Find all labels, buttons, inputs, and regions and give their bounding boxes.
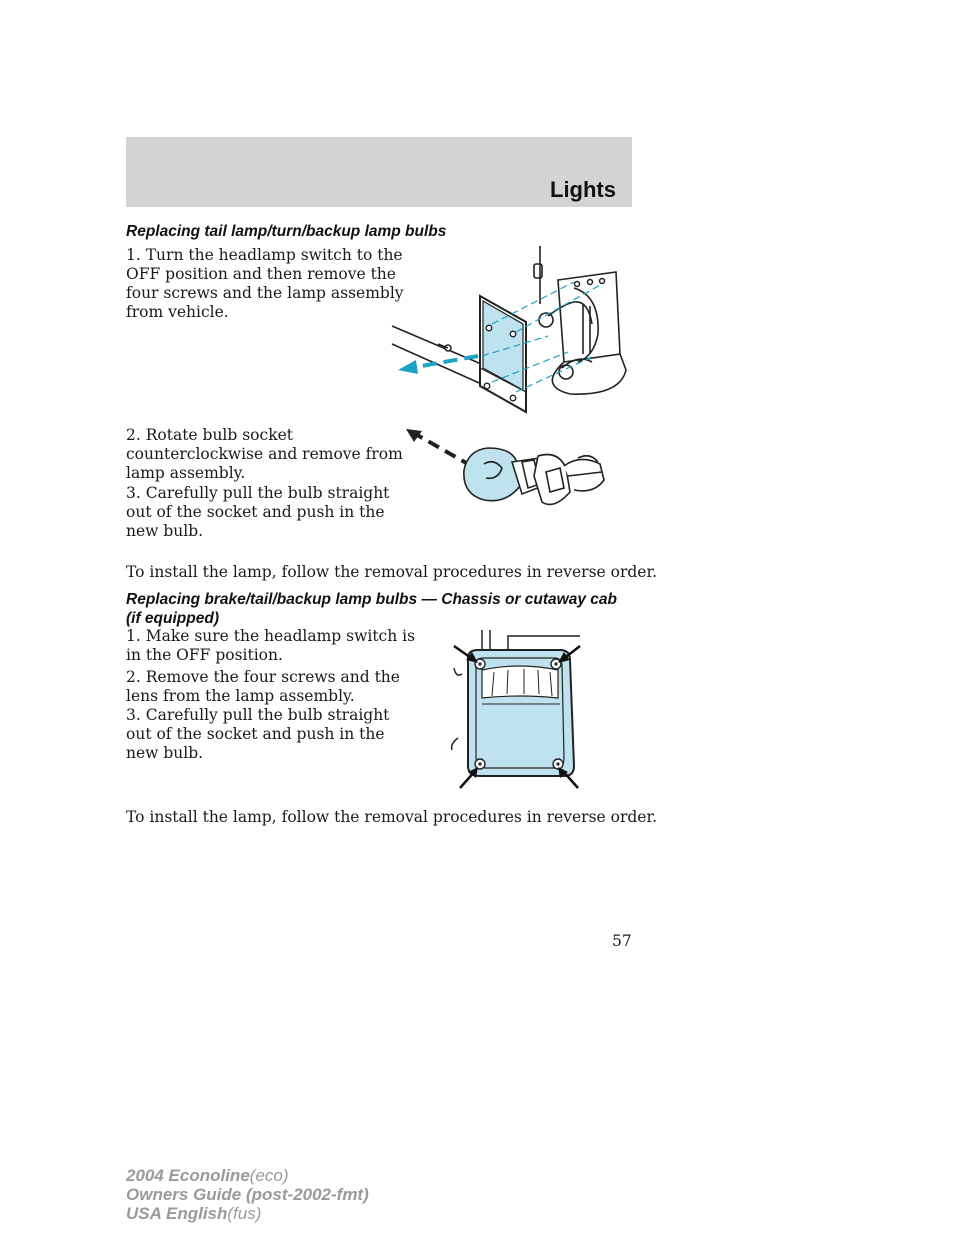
section-title: Lights xyxy=(550,177,616,202)
brake-lamp-install-note: To install the lamp, follow the removal procedures in reverse order. xyxy=(126,808,658,826)
brake-lamp-step-2: 2. Remove the four screws and the lens from the lamp assembly. xyxy=(126,668,400,705)
section-header-band xyxy=(126,137,632,207)
bulb-socket-illustration xyxy=(404,428,619,523)
brake-lamp-step-3: 3. Carefully pull the bulb straight out of the socket and push in the new bulb. xyxy=(126,706,390,762)
tail-lamp-install-note: To install the lamp, follow the removal procedures in reverse order. xyxy=(126,563,658,581)
footer-model-code: (eco) xyxy=(249,1166,289,1185)
document-footer xyxy=(126,1166,369,1223)
tail-lamp-step-3: 3. Carefully pull the bulb straight out of the socket and push in the new bulb. xyxy=(126,484,390,540)
footer-model: 2004 Econoline xyxy=(126,1166,250,1185)
page-number: 57 xyxy=(612,932,632,950)
tail-lamp-heading: Replacing tail lamp/turn/backup lamp bulbs xyxy=(126,223,447,240)
tail-lamp-assembly-illustration xyxy=(388,244,633,414)
tail-lamp-step-2: 2. Rotate bulb socket counterclockwise and remove from lamp assembly. xyxy=(126,426,403,482)
footer-guide: Owners Guide (post-2002-fmt) xyxy=(126,1185,369,1204)
footer-language-code: (fus) xyxy=(227,1204,262,1223)
brake-lamp-heading: Replacing brake/tail/backup lamp bulbs — Chassis or cutaway cab (if equipped) xyxy=(126,591,617,627)
footer-language: USA English xyxy=(126,1204,228,1223)
chassis-lamp-lens-illustration xyxy=(438,628,584,794)
tail-lamp-step-1: 1. Turn the headlamp switch to the OFF position and then remove the four screws and the lamp assembly from vehicle. xyxy=(126,246,404,321)
brake-lamp-step-1: 1. Make sure the headlamp switch is in the OFF position. xyxy=(126,627,416,664)
